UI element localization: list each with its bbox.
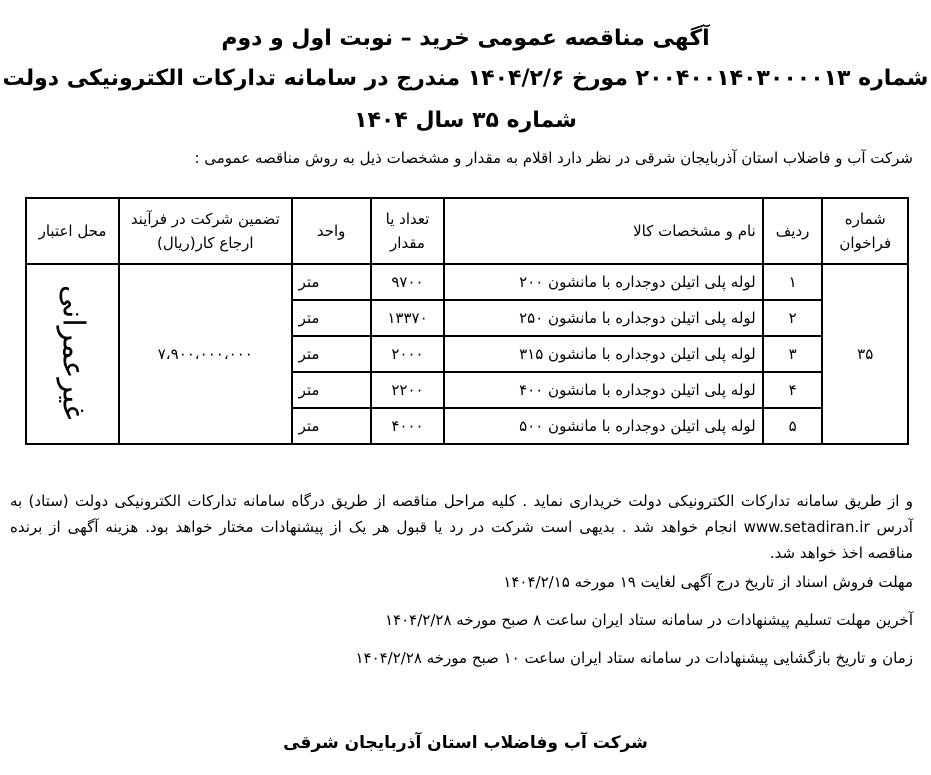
header-guarantee: تضمین شرکت در فرآیند ارجاع کار(ریال) xyxy=(119,198,292,264)
table-row xyxy=(26,264,908,300)
procedure-paragraph xyxy=(10,488,913,566)
header-call-number: شماره فراخوان xyxy=(822,198,908,264)
header-unit: واحد xyxy=(292,198,371,264)
row-index: ۱ xyxy=(763,264,823,300)
notice-number-line: شماره ۲۰۰۴۰۰۱۴۰۳۰۰۰۰۱۳ مورخ ۱۴۰۴/۲/۶ مندرج در سامانه تدارکات الکترونیکی دولت xyxy=(2,66,929,91)
notice-issue-line: شماره ۳۵ سال ۱۴۰۴ xyxy=(354,108,577,133)
item-name: لوله پلی اتیلن دوجداره با مانشون ۳۱۵ xyxy=(444,336,762,372)
setad-url-link[interactable]: www.setadiran.ir xyxy=(743,518,870,536)
notice-title: آگهی مناقصه عمومی خرید – نوبت اول و دوم xyxy=(221,26,710,51)
item-name: لوله پلی اتیلن دوجداره با مانشون ۲۵۰ xyxy=(444,300,762,336)
item-unit: متر xyxy=(292,264,371,300)
company-signature: شرکت آب وفاضلاب استان آذربایجان شرقی xyxy=(283,733,648,753)
item-quantity: ۹۷۰۰ xyxy=(371,264,445,300)
opening-date: زمان و تاریخ بازگشایی پیشنهادات در سامانه ستاد ایران ساعت ۱۰ صبح مورخه ۱۴۰۴/۲/۲۸ xyxy=(355,649,913,667)
item-quantity: ۱۳۳۷۰ xyxy=(371,300,445,336)
intro-text: شرکت آب و فاضلاب استان آذربایجان شرقی در نظر دارد اقلام به مقدار و مشخصات ذیل به روش مناقصه عمومی : xyxy=(194,149,913,167)
procedure-text-a: و از طریق سامانه تدارکات الکترونیکی دولت خریداری نماید . کلیه مراحل مناقصه از طریق درگاه سامانه تدارکات الکترونیکی دولت (ستاد) به آدرس xyxy=(10,492,913,536)
row-index: ۵ xyxy=(763,408,823,444)
header-item-name: نام و مشخصات کالا xyxy=(444,198,762,264)
item-name: لوله پلی اتیلن دوجداره با مانشون ۲۰۰ xyxy=(444,264,762,300)
item-unit: متر xyxy=(292,336,371,372)
item-quantity: ۲۰۰۰ xyxy=(371,336,445,372)
call-number-cell: ۳۵ xyxy=(822,264,908,444)
item-quantity: ۲۲۰۰ xyxy=(371,372,445,408)
submission-deadline: آخرین مهلت تسلیم پیشنهادات در سامانه ستاد ایران ساعت ۸ صبح مورخه ۱۴۰۴/۲/۲۸ xyxy=(385,611,913,629)
item-unit: متر xyxy=(292,300,371,336)
procedure-text-b: انجام خواهد شد . بدیهی است شرکت در رد یا قبول هر یک از پیشنهادات مختار خواهد بود. هزینه آگهی از برنده مناقصه اخذ خواهد شد. xyxy=(10,518,913,562)
item-name: لوله پلی اتیلن دوجداره با مانشون ۴۰۰ xyxy=(444,372,762,408)
validity-text: غیرعمرانی xyxy=(55,284,91,420)
item-unit: متر xyxy=(292,372,371,408)
row-index: ۲ xyxy=(763,300,823,336)
guarantee-cell: ۷،۹۰۰،۰۰۰،۰۰۰ xyxy=(119,264,292,444)
table-header-row xyxy=(26,198,908,264)
item-quantity: ۴۰۰۰ xyxy=(371,408,445,444)
item-unit: متر xyxy=(292,408,371,444)
row-index: ۳ xyxy=(763,336,823,372)
header-quantity: تعداد یا مقدار xyxy=(371,198,445,264)
row-index: ۴ xyxy=(763,372,823,408)
items-table xyxy=(25,197,909,445)
document-sale-deadline: مهلت فروش اسناد از تاریخ درج آگهی لغایت ۱۹ مورخه ۱۴۰۴/۲/۱۵ xyxy=(503,573,913,591)
item-name: لوله پلی اتیلن دوجداره با مانشون ۵۰۰ xyxy=(444,408,762,444)
validity-cell xyxy=(26,264,119,444)
header-validity: محل اعتبار xyxy=(26,198,119,264)
header-row: ردیف xyxy=(763,198,823,264)
